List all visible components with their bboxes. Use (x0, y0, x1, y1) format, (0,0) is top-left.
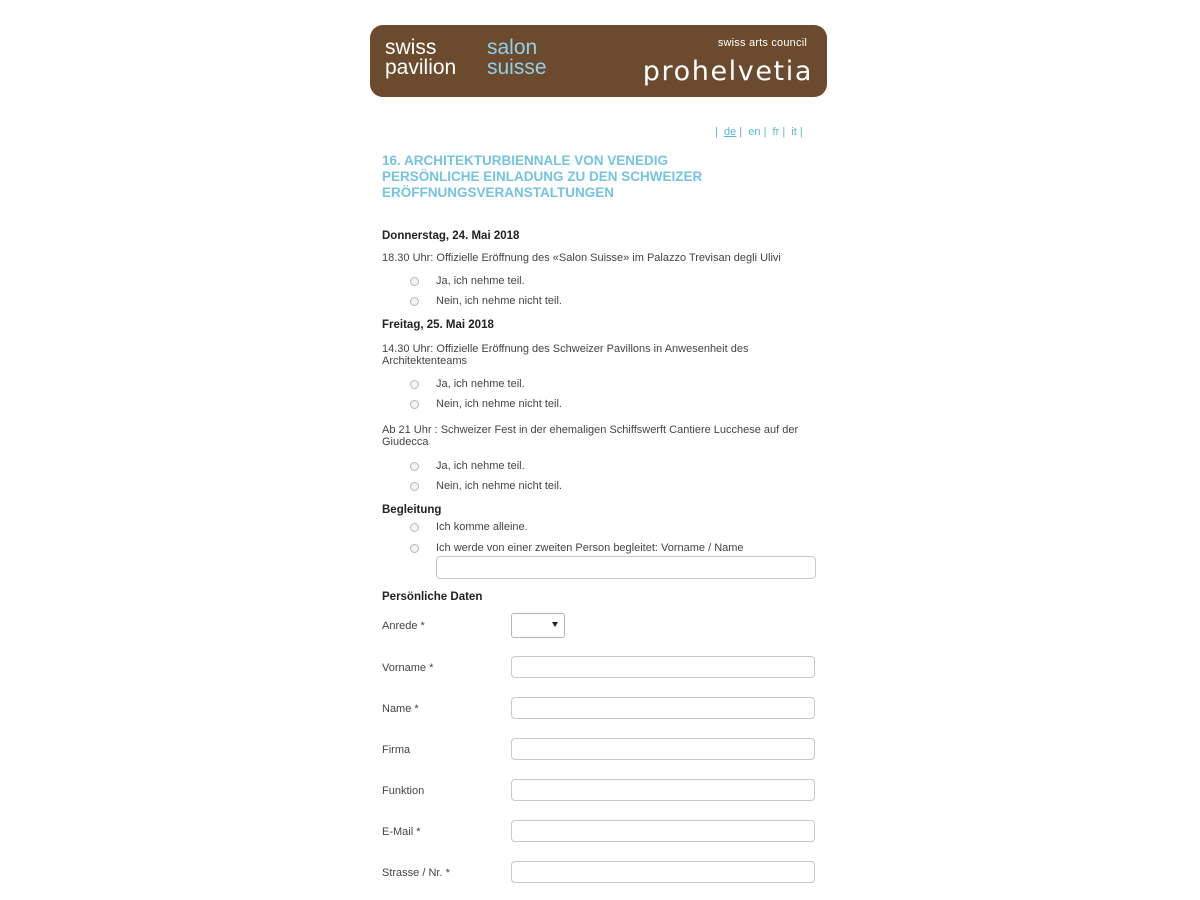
company-input[interactable] (511, 738, 815, 760)
logo-line-swiss: swiss (385, 36, 437, 59)
option-label: Ja, ich nehme teil. (436, 275, 525, 287)
day2-event1-no-option[interactable] (410, 398, 562, 410)
lang-separator: | (796, 126, 803, 138)
radio-button[interactable] (410, 380, 419, 389)
lang-link-it[interactable]: it (791, 126, 797, 138)
company-label: Firma (382, 744, 411, 756)
radio-button[interactable] (410, 462, 419, 471)
day2-event2-yes-option[interactable] (410, 460, 525, 472)
firstname-input[interactable] (511, 656, 815, 678)
radio-button[interactable] (410, 523, 419, 532)
lang-separator: | (760, 126, 773, 138)
lang-link-fr[interactable]: fr (772, 126, 780, 138)
option-label: Ich werde von einer zweiten Person begleitet: Vorname / Name (436, 542, 744, 554)
lang-link-de[interactable]: de (723, 126, 737, 138)
lang-separator: | (779, 126, 792, 138)
language-switcher (715, 126, 803, 138)
firstname-label: Vorname * (382, 662, 434, 674)
lastname-label: Name * (382, 703, 419, 715)
radio-button[interactable] (410, 400, 419, 409)
logo-line-pavilion: pavilion (385, 56, 457, 79)
lang-link-en[interactable]: en (748, 126, 761, 138)
dropdown-arrow-icon (552, 622, 558, 627)
title-line-1: 16. ARCHITEKTURBIENNALE VON VENEDIG (382, 153, 669, 168)
street-input[interactable] (511, 861, 815, 883)
street-label: Strasse / Nr. * (382, 867, 450, 879)
salutation-select[interactable] (511, 613, 565, 638)
salon-suisse-logo (487, 38, 547, 78)
page-title (382, 153, 812, 201)
day1-heading: Donnerstag, 24. Mai 2018 (382, 230, 520, 242)
lang-separator: | (736, 126, 749, 138)
email-input[interactable] (511, 820, 815, 842)
option-label: Nein, ich nehme nicht teil. (436, 295, 562, 307)
logo-line-salon: salon (487, 36, 538, 59)
companion-name-input[interactable] (436, 556, 816, 579)
function-input[interactable] (511, 779, 815, 801)
lang-separator: | (715, 126, 724, 138)
day2-event1-description: 14.30 Uhr: Offizielle Eröffnung des Schweizer Pavillons in Anwesenheit des Architektenteams (382, 343, 749, 367)
radio-button[interactable] (410, 277, 419, 286)
day1-event1-description: 18.30 Uhr: Offizielle Eröffnung des «Salon Suisse» im Palazzo Trevisan degli Ulivi (382, 252, 781, 264)
companion-alone-option[interactable] (410, 521, 528, 533)
option-label: Ja, ich nehme teil. (436, 460, 525, 472)
companion-heading: Begleitung (382, 504, 442, 516)
day1-event1-no-option[interactable] (410, 295, 562, 307)
personal-data-heading: Persönliche Daten (382, 591, 483, 603)
option-label: Nein, ich nehme nicht teil. (436, 398, 562, 410)
council-label: swiss arts council (717, 37, 807, 49)
title-line-3: ERÖFFNUNGSVERANSTALTUNGEN (382, 185, 614, 200)
title-line-2: PERSÖNLICHE EINLADUNG ZU DEN SCHWEIZER (382, 169, 703, 184)
day2-event2-no-option[interactable] (410, 480, 562, 492)
salutation-label: Anrede * (382, 620, 425, 632)
day2-heading: Freitag, 25. Mai 2018 (382, 319, 494, 331)
radio-button[interactable] (410, 297, 419, 306)
day1-event1-yes-option[interactable] (410, 275, 525, 287)
option-label: Nein, ich nehme nicht teil. (436, 480, 562, 492)
swiss-pavilion-logo (385, 38, 456, 78)
prohelvetia-logo: prohelvetia (642, 56, 813, 87)
header-banner (370, 25, 827, 97)
companion-accompanied-option[interactable] (410, 542, 744, 554)
day2-event2-description: Ab 21 Uhr : Schweizer Fest in der ehemaligen Schiffswerft Cantiere Lucchese auf der Giudecca (382, 424, 799, 448)
email-label: E-Mail * (382, 826, 421, 838)
radio-button[interactable] (410, 544, 419, 553)
day2-event1-yes-option[interactable] (410, 378, 525, 390)
radio-button[interactable] (410, 482, 419, 491)
option-label: Ja, ich nehme teil. (436, 378, 525, 390)
lastname-input[interactable] (511, 697, 815, 719)
option-label: Ich komme alleine. (436, 521, 528, 533)
function-label: Funktion (382, 785, 425, 797)
logo-line-suisse: suisse (487, 56, 547, 79)
